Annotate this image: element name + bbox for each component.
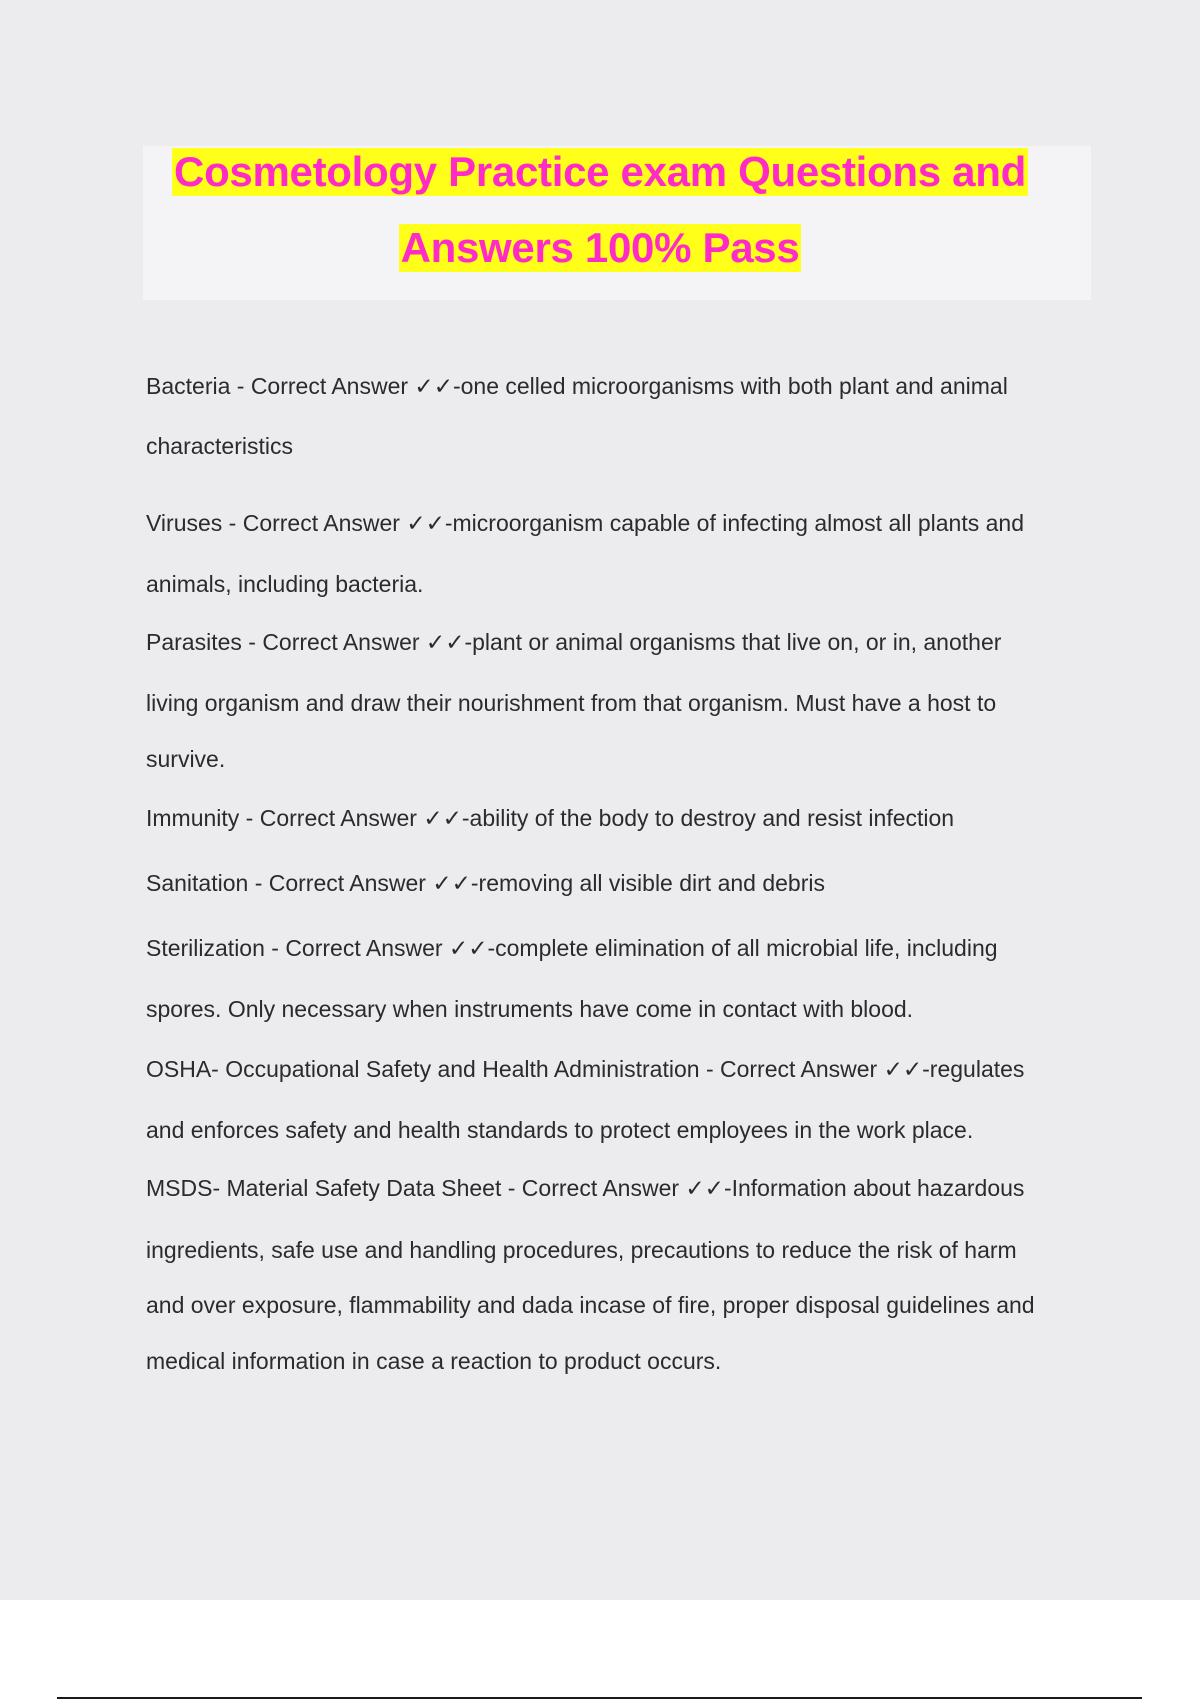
entry-parasites-line-3: survive.: [146, 746, 226, 772]
footer-divider: [57, 1697, 1142, 1699]
document-title-line-2: Answers 100% Pass: [400, 224, 800, 271]
entry-viruses-line-2: animals, including bacteria.: [146, 571, 424, 597]
entry-parasites-line-2: living organism and draw their nourishment from that organism. Must have a host to: [146, 690, 997, 716]
entry-osha-line-2: and enforces safety and health standards to protect employees in the work place.: [146, 1117, 974, 1143]
page-footer-area: [0, 1600, 1200, 1700]
entry-bacteria-line-1: Bacteria - Correct Answer ✓✓-one celled microorganisms with both plant and animal: [146, 373, 1008, 399]
entry-viruses-line-1: Viruses - Correct Answer ✓✓-microorganism capable of infecting almost all plants and: [146, 510, 1024, 536]
entry-sanitation-line-1: Sanitation - Correct Answer ✓✓-removing all visible dirt and debris: [146, 870, 825, 896]
entry-sterilization-line-1: Sterilization - Correct Answer ✓✓-complete elimination of all microbial life, including: [146, 935, 998, 961]
entry-msds-line-3: and over exposure, flammability and dada incase of fire, proper disposal guidelines and: [146, 1292, 1035, 1318]
entry-msds-line-4: medical information in case a reaction to product occurs.: [146, 1348, 722, 1374]
entry-bacteria-line-2: characteristics: [146, 433, 293, 459]
entry-sterilization-line-2: spores. Only necessary when instruments have come in contact with blood.: [146, 996, 914, 1022]
entry-msds-line-2: ingredients, safe use and handling procedures, precautions to reduce the risk of harm: [146, 1237, 1017, 1263]
entry-msds-line-1: MSDS- Material Safety Data Sheet - Correct Answer ✓✓-Information about hazardous: [146, 1175, 1025, 1201]
document-title-line-1: Cosmetology Practice exam Questions and: [174, 148, 1026, 195]
entry-osha-line-1: OSHA- Occupational Safety and Health Administration - Correct Answer ✓✓-regulates: [146, 1056, 1025, 1082]
entry-parasites-line-1: Parasites - Correct Answer ✓✓-plant or animal organisms that live on, or in, another: [146, 629, 1002, 655]
entry-immunity-line-1: Immunity - Correct Answer ✓✓-ability of the body to destroy and resist infection: [146, 805, 955, 831]
